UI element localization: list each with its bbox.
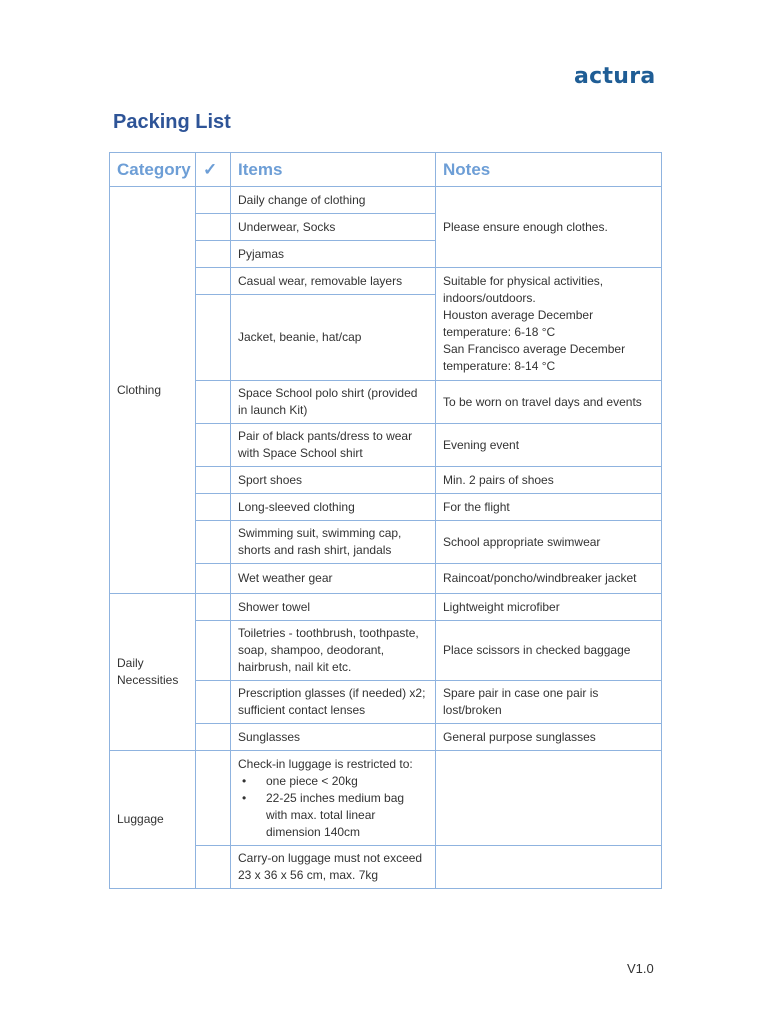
notes-header: Notes	[436, 153, 662, 187]
checkbox-cell[interactable]	[196, 295, 231, 381]
items-header: Items	[231, 153, 436, 187]
version-label: V1.0	[627, 961, 654, 976]
checkbox-cell[interactable]	[196, 424, 231, 467]
brand-logo: actura	[574, 64, 656, 89]
table-header-row	[110, 153, 662, 187]
item-cell: Carry-on luggage must not exceed 23 x 36 x 56 cm, max. 7kg	[231, 846, 436, 889]
table-row	[110, 594, 662, 621]
checkbox-cell[interactable]	[196, 494, 231, 521]
note-cell	[436, 268, 662, 381]
note-line: San Francisco average December temperature: 8-14 °C	[443, 342, 626, 373]
note-cell: For the flight	[436, 494, 662, 521]
category-luggage: Luggage	[110, 751, 196, 889]
checkbox-cell[interactable]	[196, 521, 231, 564]
note-cell: Evening event	[436, 424, 662, 467]
item-cell: Daily change of clothing	[231, 187, 436, 214]
table-row	[110, 187, 662, 214]
item-cell: Swimming suit, swimming cap, shorts and rash shirt, jandals	[231, 521, 436, 564]
item-cell: Pair of black pants/dress to wear with Space School shirt	[231, 424, 436, 467]
page-title: Packing List	[113, 111, 231, 133]
checkbox-cell[interactable]	[196, 241, 231, 268]
category-header: Category	[110, 153, 196, 187]
note-cell: Please ensure enough clothes.	[436, 187, 662, 268]
item-cell: Pyjamas	[231, 241, 436, 268]
checkbox-cell[interactable]	[196, 724, 231, 751]
checkbox-cell[interactable]	[196, 381, 231, 424]
table-row	[110, 751, 662, 846]
checkbox-cell[interactable]	[196, 846, 231, 889]
note-cell: Min. 2 pairs of shoes	[436, 467, 662, 494]
checkbox-cell[interactable]	[196, 214, 231, 241]
packing-list-table	[109, 152, 662, 889]
luggage-bullet-list	[238, 773, 428, 841]
item-cell: Long-sleeved clothing	[231, 494, 436, 521]
item-cell: Underwear, Socks	[231, 214, 436, 241]
checkbox-cell[interactable]	[196, 187, 231, 214]
item-cell: Space School polo shirt (provided in launch Kit)	[231, 381, 436, 424]
list-item: • one piece < 20kg	[242, 773, 358, 788]
note-cell-empty	[436, 751, 662, 846]
item-cell: Wet weather gear	[231, 564, 436, 594]
checkbox-cell[interactable]	[196, 751, 231, 846]
note-cell: Raincoat/poncho/windbreaker jacket	[436, 564, 662, 594]
item-cell: Prescription glasses (if needed) x2; sufficient contact lenses	[231, 681, 436, 724]
item-cell: Toiletries - toothbrush, toothpaste, soap, shampoo, deodorant, hairbrush, nail kit etc.	[231, 621, 436, 681]
item-cell	[231, 751, 436, 846]
item-cell: Casual wear, removable layers	[231, 268, 436, 295]
bullet-icon: •	[242, 790, 247, 805]
item-cell: Jacket, beanie, hat/cap	[231, 295, 436, 381]
checkbox-cell[interactable]	[196, 594, 231, 621]
note-cell: To be worn on travel days and events	[436, 381, 662, 424]
note-cell: School appropriate swimwear	[436, 521, 662, 564]
item-cell: Sunglasses	[231, 724, 436, 751]
bullet-icon: •	[242, 773, 247, 788]
note-cell: Lightweight microfiber	[436, 594, 662, 621]
list-item: • 22-25 inches medium bag with max. total linear dimension 140cm	[242, 790, 405, 839]
note-line: Houston average December temperature: 6-18 °C	[443, 308, 594, 339]
checkbox-cell[interactable]	[196, 467, 231, 494]
checkbox-cell[interactable]	[196, 621, 231, 681]
note-cell-empty	[436, 846, 662, 889]
luggage-intro: Check-in luggage is restricted to:	[238, 756, 413, 771]
checkmark-header-icon: ✓	[196, 153, 231, 187]
item-cell: Sport shoes	[231, 467, 436, 494]
checkbox-cell[interactable]	[196, 268, 231, 295]
item-cell: Shower towel	[231, 594, 436, 621]
note-line: Suitable for physical activities, indoors/outdoors.	[443, 274, 604, 305]
checkbox-cell[interactable]	[196, 564, 231, 594]
checkbox-cell[interactable]	[196, 681, 231, 724]
category-clothing: Clothing	[110, 187, 196, 594]
note-cell: Spare pair in case one pair is lost/broken	[436, 681, 662, 724]
note-cell: Place scissors in checked baggage	[436, 621, 662, 681]
category-daily-necessities: Daily Necessities	[110, 594, 196, 751]
note-cell: General purpose sunglasses	[436, 724, 662, 751]
